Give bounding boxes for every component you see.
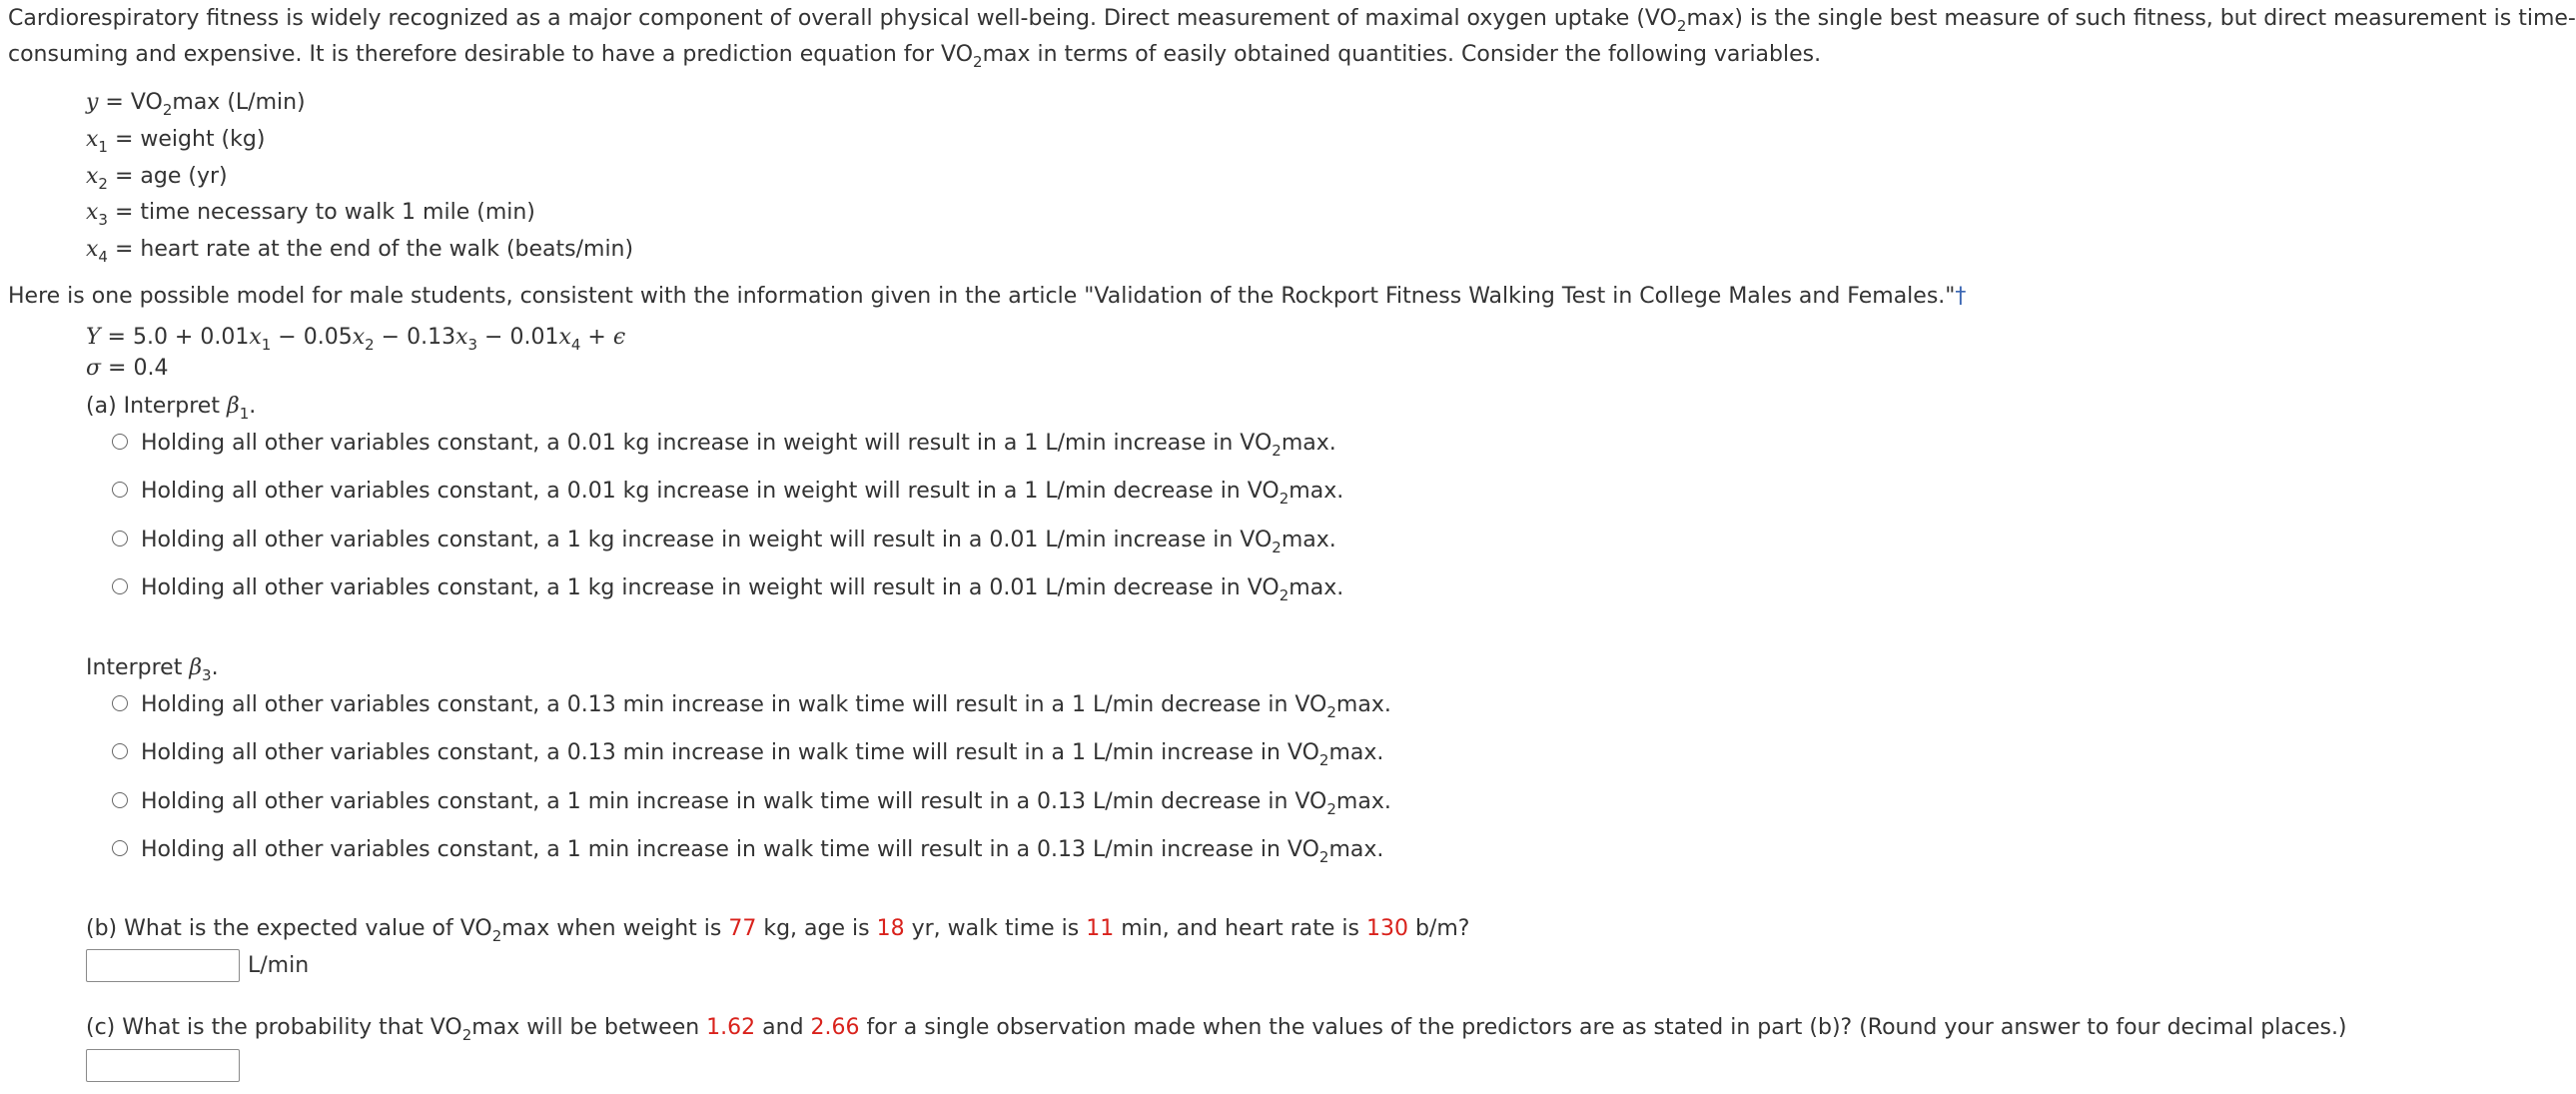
subscript: 4: [98, 248, 108, 266]
var-symbol: x: [86, 164, 99, 189]
var-def: = heart rate at the end of the walk (beats/min): [107, 237, 634, 262]
option-a-1-label[interactable]: [141, 431, 1336, 460]
variable-x2: [86, 164, 228, 193]
eq-part: = 0.4: [101, 356, 169, 381]
question-text: max when weight is: [501, 916, 729, 941]
subscript: 2: [1279, 490, 1289, 508]
heading-text: .: [249, 394, 257, 419]
subscript: 1: [98, 138, 108, 156]
eq-part: +: [580, 325, 613, 350]
var-def: max (L/min): [172, 90, 306, 115]
subscript: 2: [1326, 800, 1336, 818]
model-intro: [8, 284, 1966, 310]
subscript: 3: [202, 666, 212, 684]
part-a-heading: [86, 394, 257, 423]
subscript: 2: [1318, 848, 1329, 866]
eq-part: − 0.01: [477, 325, 559, 350]
subscript: 2: [461, 1026, 472, 1044]
question-text: max will be between: [471, 1015, 707, 1040]
heart-rate-value: 130: [1365, 916, 1408, 941]
subscript: 2: [1272, 442, 1282, 460]
option-text: max.: [1281, 528, 1336, 552]
subscript: 3: [98, 211, 108, 229]
intro-line-1: [8, 6, 2576, 35]
subscript: 4: [570, 336, 581, 354]
question-text: min, and heart rate is: [1114, 916, 1366, 941]
part-b-answer-input[interactable]: [86, 949, 240, 982]
heading-text: .: [211, 655, 219, 680]
eq-part: x: [249, 325, 262, 350]
question-text: for a single observation made when the values of the predictors are as stated in part (b)? (Round your answer to four decimal places.): [859, 1015, 2347, 1040]
option-text: Holding all other variables constant, a 1 kg increase in weight will result in a 0.01 L/min increase in VO: [141, 528, 1273, 552]
variable-x1: [86, 127, 266, 156]
footnote-dagger-link[interactable]: †: [1955, 284, 1967, 309]
subscript: 2: [162, 101, 173, 119]
heading-text: Interpret: [86, 655, 190, 680]
var-def: = VO: [98, 90, 163, 115]
part-b-unit: L/min: [248, 953, 310, 978]
radio-a2-option-4[interactable]: [112, 840, 128, 856]
subscript: 3: [467, 336, 478, 354]
sigma-line: [86, 356, 168, 382]
part-c-question: [86, 1015, 2347, 1044]
var-symbol: y: [86, 90, 99, 115]
option-a2-3-label[interactable]: [141, 789, 1391, 818]
question-text: b/m?: [1407, 916, 1470, 941]
model-intro-text: Here is one possible model for male students, consistent with the information given in the article "Validation of the Rockport Fitness Walking Test in College Males and Females.": [8, 284, 1956, 309]
intro-line-2: [8, 42, 1822, 71]
weight-value: 77: [728, 916, 757, 941]
var-symbol: x: [86, 200, 99, 225]
radio-a-option-3[interactable]: [112, 531, 128, 547]
lower-bound-value: 1.62: [706, 1015, 756, 1040]
eq-part: σ: [86, 356, 102, 381]
question-text: and: [755, 1015, 811, 1040]
variable-x4: [86, 237, 634, 266]
model-equation: [86, 325, 626, 354]
question-text: (b) What is the expected value of VO: [86, 916, 492, 941]
option-text: max.: [1328, 837, 1384, 862]
beta-symbol: β: [226, 394, 240, 419]
intro-text: max in terms of easily obtained quantities. Consider the following variables.: [982, 42, 1822, 67]
subscript: 2: [98, 175, 108, 193]
var-def: = weight (kg): [107, 127, 266, 152]
subscript: 2: [1272, 539, 1282, 556]
radio-a-option-1[interactable]: [112, 434, 128, 450]
option-a-4-label[interactable]: [141, 575, 1344, 604]
radio-a2-option-3[interactable]: [112, 792, 128, 808]
walk-time-value: 11: [1086, 916, 1115, 941]
option-text: max.: [1335, 789, 1391, 814]
eq-part: x: [455, 325, 468, 350]
eq-part: − 0.05: [271, 325, 353, 350]
part-a2-heading: [86, 655, 219, 684]
eq-part: x: [558, 325, 571, 350]
option-a2-4-label[interactable]: [141, 837, 1384, 866]
subscript: 2: [365, 336, 375, 354]
option-a2-1-label[interactable]: [141, 692, 1391, 721]
upper-bound-value: 2.66: [810, 1015, 860, 1040]
subscript: 2: [973, 53, 983, 71]
option-text: max.: [1281, 431, 1336, 456]
subscript: 2: [1676, 17, 1687, 35]
eq-part: = 5.0 + 0.01: [100, 325, 250, 350]
option-text: Holding all other variables constant, a 1 min increase in walk time will result in a 0.13 L/min decrease in VO: [141, 789, 1327, 814]
subscript: 1: [239, 405, 250, 423]
option-a2-2-label[interactable]: [141, 740, 1384, 769]
question-text: yr, walk time is: [904, 916, 1087, 941]
eq-part: ϵ: [612, 325, 626, 350]
eq-part: x: [352, 325, 366, 350]
radio-a-option-2[interactable]: [112, 482, 128, 498]
radio-a2-option-1[interactable]: [112, 695, 128, 711]
subscript: 2: [491, 927, 502, 945]
radio-a2-option-2[interactable]: [112, 743, 128, 759]
subscript: 2: [1326, 703, 1336, 721]
variable-x3: [86, 200, 535, 229]
option-text: max.: [1288, 479, 1344, 504]
question-text: (c) What is the probability that VO: [86, 1015, 462, 1040]
option-text: Holding all other variables constant, a 1 min increase in walk time will result in a 0.13 L/min increase in VO: [141, 837, 1319, 862]
option-text: Holding all other variables constant, a 0.01 kg increase in weight will result in a 1 L/min decrease in VO: [141, 479, 1280, 504]
var-def: = time necessary to walk 1 mile (min): [107, 200, 535, 225]
option-text: max.: [1328, 740, 1384, 765]
part-c-answer-input[interactable]: [86, 1049, 240, 1082]
radio-a-option-4[interactable]: [112, 578, 128, 594]
option-text: max.: [1335, 692, 1391, 717]
var-symbol: x: [86, 127, 99, 152]
var-symbol: x: [86, 237, 99, 262]
subscript: 2: [1279, 586, 1289, 604]
option-text: Holding all other variables constant, a 0.13 min increase in walk time will result in a 1 L/min decrease in VO: [141, 692, 1327, 717]
subscript: 1: [261, 336, 272, 354]
subscript: 2: [1318, 751, 1329, 769]
intro-text: Cardiorespiratory fitness is widely recognized as a major component of overall physical well-being. Direct measurement of maximal oxygen uptake (VO: [8, 6, 1677, 31]
option-text: Holding all other variables constant, a 0.13 min increase in walk time will result in a 1 L/min increase in VO: [141, 740, 1319, 765]
eq-part: − 0.13: [374, 325, 456, 350]
variable-y: [86, 90, 306, 119]
option-text: Holding all other variables constant, a 0.01 kg increase in weight will result in a 1 L/min increase in VO: [141, 431, 1273, 456]
eq-part: Y: [86, 325, 101, 350]
part-b-question: [86, 916, 1470, 945]
option-a-2-label[interactable]: [141, 479, 1344, 508]
intro-text: consuming and expensive. It is therefore desirable to have a prediction equation for VO: [8, 42, 974, 67]
option-text: max.: [1288, 575, 1344, 600]
question-text: kg, age is: [756, 916, 877, 941]
beta-symbol: β: [189, 655, 203, 680]
var-def: = age (yr): [107, 164, 228, 189]
option-a-3-label[interactable]: [141, 528, 1336, 556]
intro-text: max) is the single best measure of such fitness, but direct measurement is time-: [1686, 6, 2576, 31]
age-value: 18: [876, 916, 905, 941]
heading-text: (a) Interpret: [86, 394, 227, 419]
option-text: Holding all other variables constant, a 1 kg increase in weight will result in a 0.01 L/min decrease in VO: [141, 575, 1280, 600]
